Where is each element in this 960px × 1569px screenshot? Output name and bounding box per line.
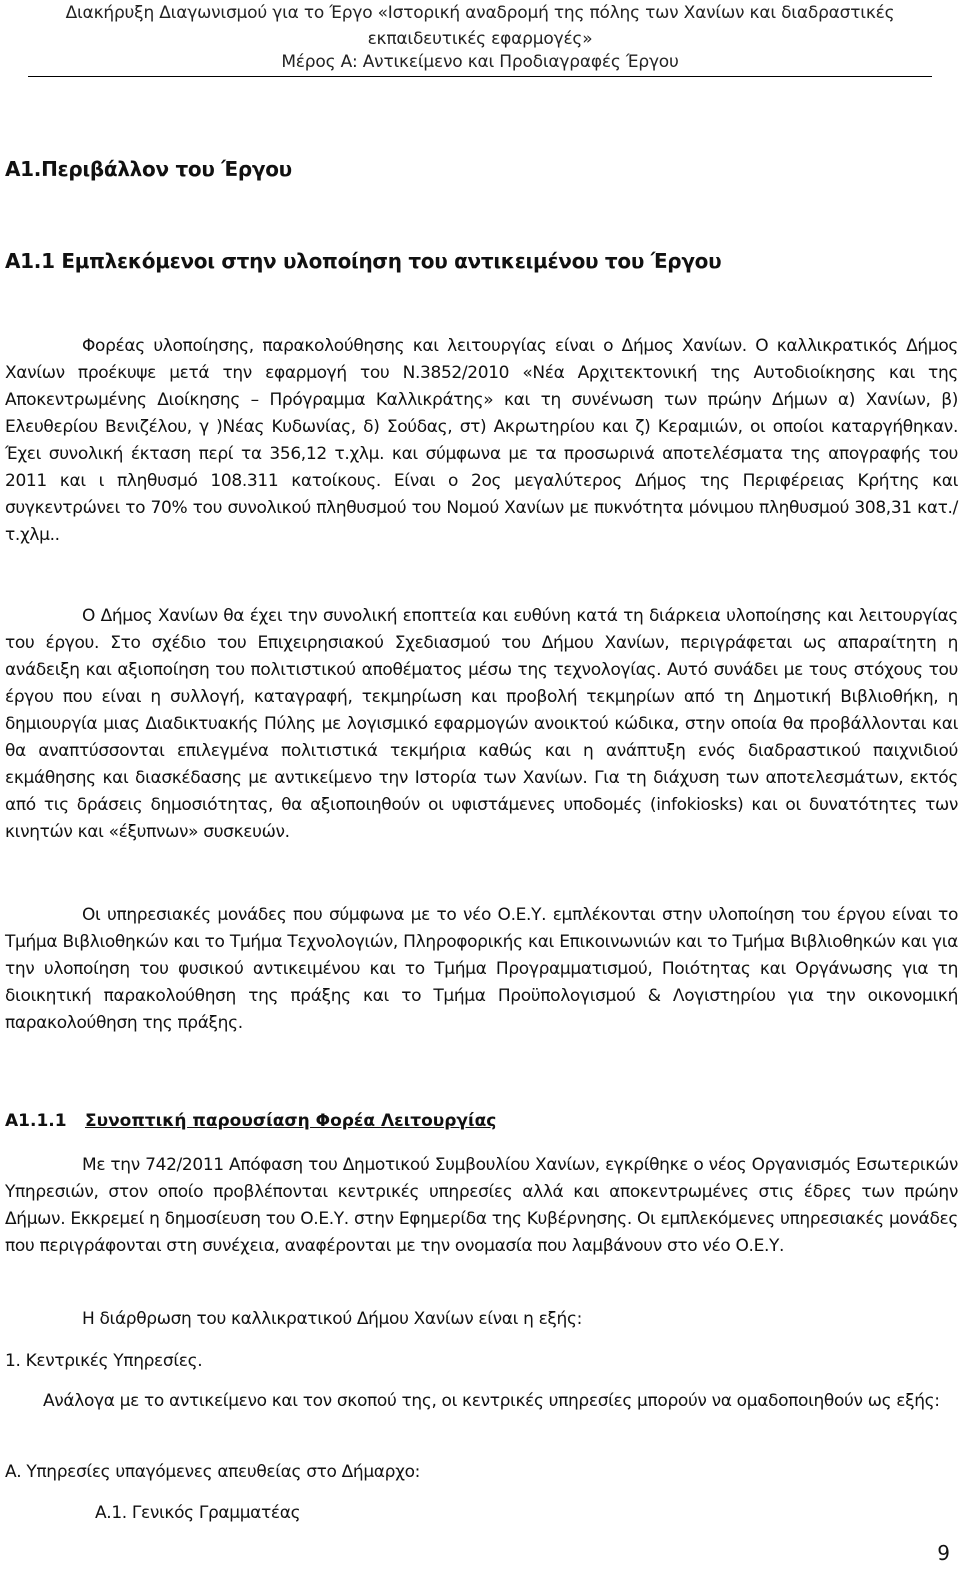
- header-divider: [28, 76, 932, 77]
- section-a1-1-1-heading: [5, 1111, 496, 1131]
- paragraph-text: Με την 742/2011 Απόφαση του Δημοτικού Συμβουλίου Χανίων, εγκρίθηκε ο νέος Οργανισμός Εσωτερικών Υπηρεσιών, στον οποίο προβλέπονται κεντρικές υπηρεσίες αλλά και αποκεντρωμένες στις έδρες των πρώην Δήμων. Εκκρεμεί η δημοσίευση του Ο.Ε.Υ. στην Εφημερίδα της Κυβέρνησης. Οι εμπλεκόμενες υπηρεσιακές μονάδες που περιγράφονται στη συνέχεια, αναφέρονται με την ονομασία που λαμβάνουν στο νέο Ο.Ε.Υ.: [5, 1155, 958, 1256]
- paragraph-grouping: [5, 1388, 958, 1415]
- header-title-line1: Διακήρυξη Διαγωνισμού για το Έργο «Ιστορική αναδρομή της πόλης των Χανίων και διαδραστικές: [65, 3, 895, 23]
- section-title: Συνοπτική παρουσίαση Φορέα Λειτουργίας: [85, 1111, 497, 1131]
- header-title-line2: εκπαιδευτικές εφαρμογές»: [367, 29, 593, 49]
- structure-intro: Η διάρθρωση του καλλικρατικού Δήμου Χανίων είναι η εξής:: [82, 1309, 582, 1329]
- section-a1-heading: Α1.Περιβάλλον του Έργου: [5, 157, 292, 181]
- page-number: 9: [937, 1541, 950, 1565]
- paragraph-supervision: [5, 603, 958, 846]
- list-item-general-secretary: Α.1. Γενικός Γραμματέας: [95, 1503, 301, 1523]
- paragraph-service-units: [5, 902, 958, 1037]
- paragraph-implementing-body: [5, 333, 958, 549]
- header-subtitle: Μέρος Α: Αντικείμενο και Προδιαγραφές Έργου: [281, 52, 679, 72]
- list-item-central-services: 1. Κεντρικές Υπηρεσίες.: [5, 1351, 203, 1371]
- paragraph-text: Οι υπηρεσιακές μονάδες που σύμφωνα με το νέο Ο.Ε.Υ. εμπλέκονται στην υλοποίηση του έργου είναι το Τμήμα Βιβλιοθηκών και το Τμήμα Τεχνολογιών, Πληροφορικής και Επικοινωνιών και το Τμήμα Βιβλιοθηκών και για την υλοποίηση του φυσικού αντικειμένου και το Τμήμα Προγραμματισμού, Ποιότητας και Οργάνωσης για τη διοικητική παρακολούθηση της πράξης και το Τμήμα Προϋπολογισμού & Λογιστηρίου για την οικονομική παρακολούθηση της πράξης.: [5, 905, 958, 1033]
- paragraph-text: Ανάλογα με το αντικείμενο και τον σκοπού της, οι κεντρικές υπηρεσίες μπορούν να ομαδοποιηθούν ως εξής:: [43, 1391, 940, 1411]
- paragraph-organisation: [5, 1152, 958, 1260]
- paragraph-text: Φορέας υλοποίησης, παρακολούθησης και λειτουργίας είναι ο Δήμος Χανίων. Ο καλλικρατικός Δήμος Χανίων προέκυψε μετά την εφαρμογή του Ν.3852/2010 «Νέα Αρχιτεκτονική της Αυτοδιοίκησης και της Αποκεντρωμένης Διοίκησης – Πρόγραμμα Καλλικράτης» και τη συνένωση των πρώην Δήμων α) Χανίων, β) Ελευθερίου Βενιζέλου, γ )Νέας Κυδωνίας, δ) Σούδας, στ) Ακρωτηρίου και ζ) Κεραμιών, οι οποίοι καταργήθηκαν. Έχει συνολική έκταση περί τα 356,12 τ.χλμ. και σύμφωνα με τα προσωρινά αποτελέσματα της απογραφής του 2011 και ι πληθυσμό 108.311 κατοίκους. Είναι ο 2ος μεγαλύτερος Δήμος της Περιφέρειας Κρήτης και συγκεντρώνει το 70% του συνολικού πληθυσμού του Νομού Χανίων με πυκνότητα μόνιμου πληθυσμού 308,31 κατ./τ.χλμ..: [5, 336, 958, 545]
- list-item-mayor-services: Α. Υπηρεσίες υπαγόμενες απευθείας στο Δήμαρχο:: [5, 1462, 420, 1482]
- paragraph-text: Ο Δήμος Χανίων θα έχει την συνολική εποπτεία και ευθύνη κατά τη διάρκεια υλοποίησης και λειτουργίας του έργου. Στο σχέδιο του Επιχειρησιακού Σχεδιασμού του Δήμου Χανίων, περιγράφεται ως απαραίτητη η ανάδειξη και αξιοποίηση του πολιτιστικού αποθέματος μέσω της τεχνολογίας. Αυτό συνάδει με τους στόχους του έργου που είναι η συλλογή, καταγραφή, τεκμηρίωση και προβολή τεκμηρίων από τη Δημοτική Βιβλιοθήκη, η δημιουργία μιας Διαδικτυακής Πύλης με λογισμικό εφαρμογών ανοικτού κώδικα, στην οποία θα προβάλλονται και θα αναπτύσσονται επιλεγμένα πολιτιστικά τεκμήρια καθώς και η ανάπτυξη ενός διαδραστικού παιχνιδιού εκμάθησης και διασκέδασης με αντικείμενο την Ιστορία των Χανίων. Για τη διάχυση των αποτελεσμάτων, εκτός από τις δράσεις δημοσιότητας, θα αξιοποιηθούν οι υφιστάμενες υποδομές (infokiosks) και οι δυνατότητες των κινητών και «έξυπνων» συσκευών.: [5, 606, 958, 842]
- section-number: Α1.1.1: [5, 1111, 67, 1131]
- section-a1-1-heading: Α1.1 Εμπλεκόμενοι στην υλοποίηση του αντικειμένου του Έργου: [5, 249, 722, 273]
